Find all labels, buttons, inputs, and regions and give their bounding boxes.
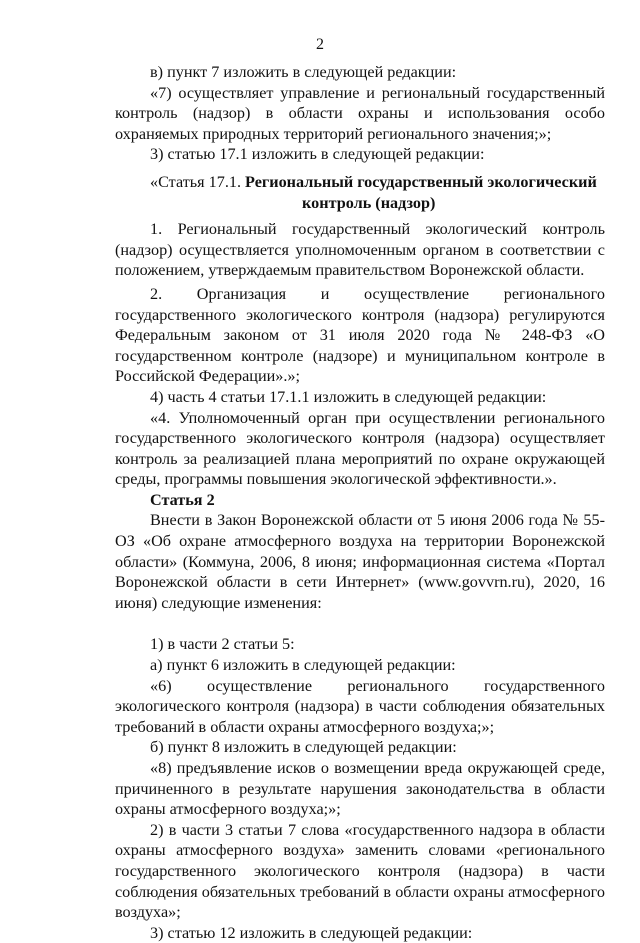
article-number: «Статья 17.1. bbox=[150, 172, 242, 191]
article-title-line: контроль (надзор) bbox=[302, 193, 436, 212]
document-body bbox=[115, 62, 605, 943]
article-title-line: Региональный государственный экологический bbox=[245, 172, 597, 191]
paragraph: 1) в части 2 статьи 5: bbox=[150, 635, 295, 654]
paragraph: 3) статью 12 изложить в следующей редакции: bbox=[150, 923, 473, 942]
paragraph: 1. Региональный государственный экологический контроль (надзор) осуществляется уполномоченным органом в соответствии с положением, утверждаемым правительством Воронежской области. bbox=[115, 220, 605, 280]
page-number: 2 bbox=[316, 36, 324, 53]
paragraph: 4) часть 4 статьи 17.1.1 изложить в следующей редакции: bbox=[150, 387, 547, 406]
paragraph: «4. Уполномоченный орган при осуществлении регионального государственного экологического контроля (надзора) осуществляет контроль за реализацией плана мероприятий по охране окружающей среды, программы повышения экологической эффективности.». bbox=[115, 408, 605, 489]
paragraph: «8) предъявление исков о возмещении вреда окружающей среде, причиненного в результате нарушения законодательства в области охраны атмосферного воздуха;»; bbox=[115, 759, 605, 819]
paragraph: 2) в части 3 статьи 7 слова «государственного надзора в области охраны атмосферного воздуха» заменить словами «регионального государственного экологического контроля (надзора) в части соблюдения обязательных требований в области охраны атмосферного воздуха»; bbox=[115, 820, 605, 922]
paragraph: Внести в Закон Воронежской области от 5 июня 2006 года № 55-ОЗ «Об охране атмосферного воздуха на территории Воронежской области» (Коммуна, 2006, 8 июня; информационная система «Портал Воронежской области в сети Интернет» (www.govvrn.ru), 2020, 16 июня) следующие изменения: bbox=[115, 511, 605, 612]
article-2-heading: Статья 2 bbox=[150, 490, 215, 509]
paragraph: в) пункт 7 изложить в следующей редакции: bbox=[150, 63, 457, 81]
article-title bbox=[241, 172, 597, 213]
paragraph: 2. Организация и осуществление регионального государственного экологического контроля (надзора) регулируются Федеральным законом от 31 июля 2020 года № 248-ФЗ «О государственном контроле (надзоре) и муниципальном контроле в Российской Федерации».»; bbox=[115, 284, 605, 386]
paragraph: 3) статью 17.1 изложить в следующей редакции: bbox=[150, 145, 485, 164]
paragraph: «6) осуществление регионального государственного экологического контроля (надзора) в части соблюдения обязательных требований в области охраны атмосферного воздуха;»; bbox=[115, 676, 605, 736]
article-17-1-heading bbox=[150, 172, 605, 213]
paragraph: а) пункт 6 изложить в следующей редакции: bbox=[150, 656, 456, 675]
paragraph: «7) осуществляет управление и региональный государственный контроль (надзор) в области охраны и использования особо охраняемых природных территорий регионального значения;»; bbox=[115, 83, 605, 143]
paragraph: б) пункт 8 изложить в следующей редакции: bbox=[150, 738, 457, 757]
